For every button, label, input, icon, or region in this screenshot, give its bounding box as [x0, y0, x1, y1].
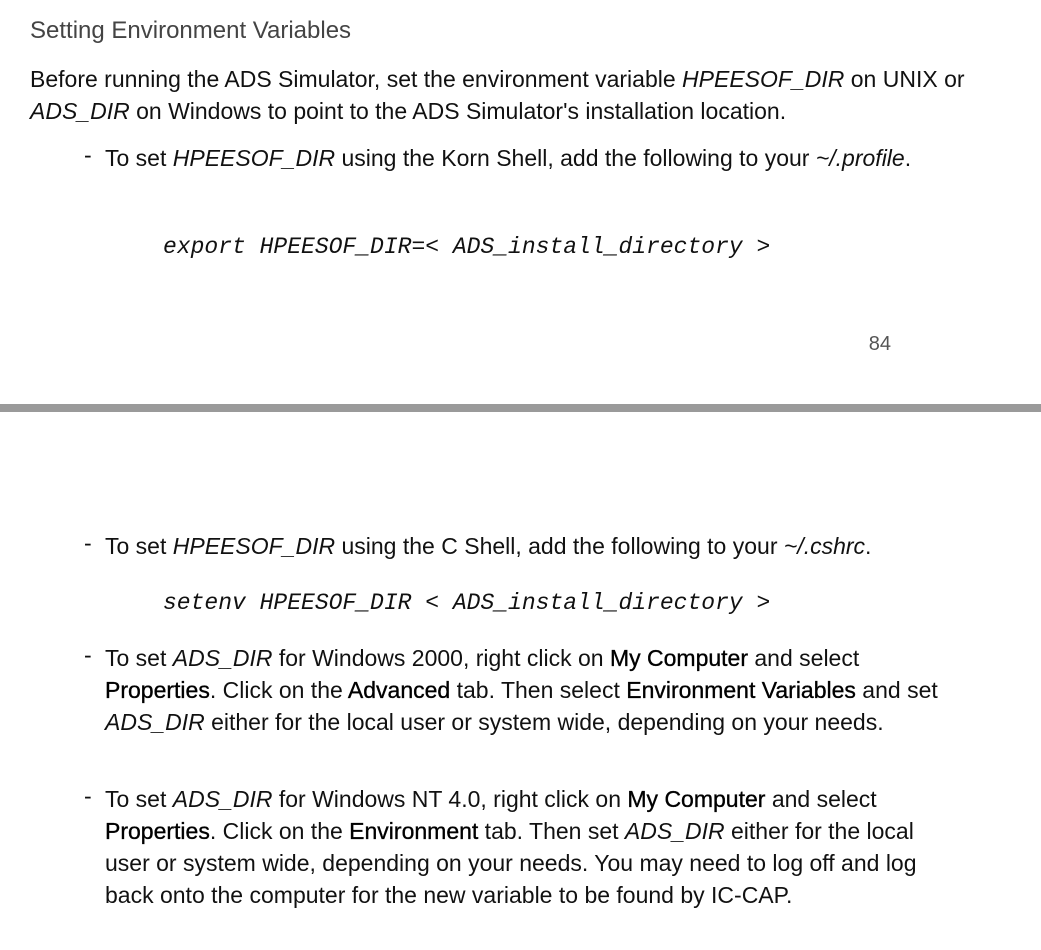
section-heading: Setting Environment Variables	[30, 17, 352, 44]
intro-text: on Windows to point to the ADS Simulator's installation location.	[129, 98, 787, 124]
document-page-85	[0, 412, 1041, 950]
bullet-c-shell	[84, 530, 954, 562]
text-run: To set	[105, 786, 173, 812]
ui-term: My Computer	[627, 786, 766, 812]
bullet-dash: -	[84, 642, 92, 668]
bullet-dash: -	[84, 142, 92, 168]
text-run: .	[865, 533, 872, 559]
text-run: To set	[105, 645, 173, 671]
text-run: . Click on the	[209, 818, 350, 844]
intro-text: on UNIX or	[844, 66, 965, 92]
bullet-text	[105, 642, 954, 738]
env-var-name: ADS_DIR	[172, 645, 273, 671]
env-var-name: ADS_DIR	[105, 709, 205, 735]
bullet-korn-shell	[84, 142, 954, 174]
text-run: . Click on the	[209, 677, 348, 703]
text-run: for Windows 2000, right click on	[272, 645, 610, 671]
intro-text: Before running the ADS Simulator, set the environment variable	[30, 66, 683, 92]
page-number: 84	[868, 333, 891, 355]
bullet-text	[105, 530, 954, 562]
page-separator	[0, 404, 1041, 412]
ui-term: Environment	[349, 818, 479, 844]
ui-term: Properties	[105, 677, 210, 703]
code-snippet-csh: setenv HPEESOF_DIR < ADS_install_directory >	[163, 590, 771, 616]
env-var-name: HPEESOF_DIR	[172, 533, 336, 559]
bullet-windows-nt4	[84, 783, 954, 911]
file-name: ~/.cshrc	[783, 533, 866, 559]
text-run: To set	[105, 145, 173, 171]
env-var-name: HPEESOF_DIR	[172, 145, 336, 171]
text-run: tab. Then set	[478, 818, 625, 844]
ui-term: Advanced	[347, 677, 451, 703]
text-run: tab. Then select	[450, 677, 627, 703]
intro-paragraph	[30, 63, 990, 127]
text-run: either for the local user or system wide, depending on your needs. You may need to log off and log back onto the computer for the new variable to be found by IC-CAP.	[105, 818, 917, 908]
ui-term: My Computer	[609, 645, 748, 671]
bullet-windows-2000	[84, 642, 954, 738]
file-name: ~/.profile	[815, 145, 905, 171]
text-run: To set	[105, 533, 173, 559]
bullet-text	[105, 783, 954, 911]
text-run: for Windows NT 4.0, right click on	[272, 786, 628, 812]
bullet-dash: -	[84, 530, 92, 556]
document-page-84	[0, 0, 1041, 404]
env-var-name: ADS_DIR	[30, 98, 130, 124]
ui-term: Properties	[105, 818, 210, 844]
env-var-name: HPEESOF_DIR	[682, 66, 845, 92]
text-run: and set	[855, 677, 938, 703]
ui-term: Environment Variables	[626, 677, 856, 703]
text-run: either for the local user or system wide, depending on your needs.	[204, 709, 884, 735]
text-run: using the Korn Shell, add the following to your	[335, 145, 816, 171]
env-var-name: ADS_DIR	[172, 786, 273, 812]
text-run: and select	[748, 645, 860, 671]
bullet-text	[105, 142, 954, 174]
bullet-dash: -	[84, 783, 92, 809]
code-snippet-korn: export HPEESOF_DIR=< ADS_install_directory >	[163, 234, 771, 260]
text-run: .	[904, 145, 912, 171]
env-var-name: ADS_DIR	[624, 818, 725, 844]
text-run: and select	[765, 786, 877, 812]
text-run: using the C Shell, add the following to your	[335, 533, 784, 559]
